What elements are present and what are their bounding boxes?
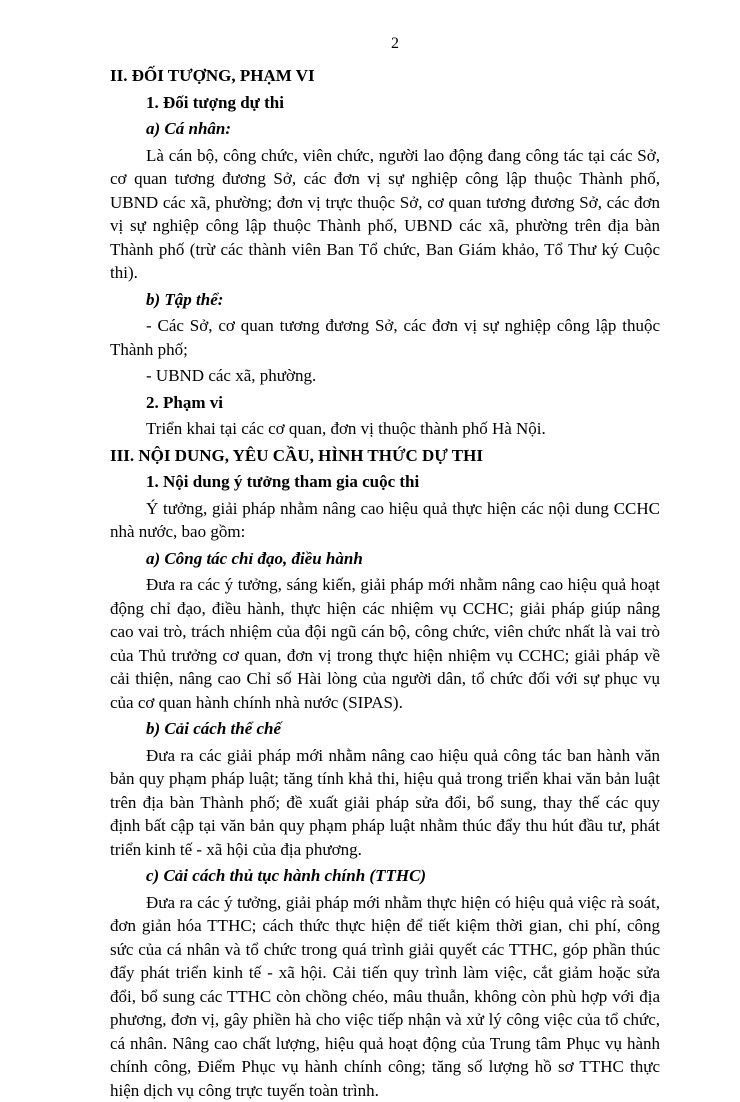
section-heading: b) Tập thể: — [110, 288, 660, 312]
paragraph: Là cán bộ, công chức, viên chức, người lao động đang công tác tại các Sở, cơ quan tương đương Sở, các đơn vị sự nghiệp công lập thuộc Thành phố, UBND các xã, phường; đơn vị trực thuộc Sở, cơ quan tương đương Sở, các đơn vị sự nghiệp công lập thuộc Thành phố, UBND các xã, phường trên địa bàn Thành phố (trừ các thành viên Ban Tổ chức, Ban Giám khảo, Tổ Thư ký Cuộc thi). — [110, 144, 660, 285]
document-body — [110, 64, 660, 1102]
section-heading: III. NỘI DUNG, YÊU CẦU, HÌNH THỨC DỰ THI — [110, 444, 660, 468]
paragraph: - Các Sở, cơ quan tương đương Sở, các đơn vị sự nghiệp công lập thuộc Thành phố; — [110, 314, 660, 361]
section-heading: a) Cá nhân: — [110, 117, 660, 141]
section-heading: c) Cải cách thủ tục hành chính (TTHC) — [110, 864, 660, 888]
section-heading: b) Cải cách thể chế — [110, 717, 660, 741]
paragraph: - UBND các xã, phường. — [110, 364, 660, 388]
section-heading: 2. Phạm vi — [110, 391, 660, 415]
paragraph: Đưa ra các ý tưởng, giải pháp mới nhằm thực hiện có hiệu quả việc rà soát, đơn giản hóa TTHC; cách thức thực hiện để tiết kiệm thời gian, chi phí, công sức của cá nhân và tổ chức trong quá trình giải quyết các TTHC, góp phần thúc đẩy phát triển kinh tế - xã hội. Cải tiến quy trình làm việc, cắt giảm hoặc sửa đổi, bổ sung các TTHC còn chồng chéo, mâu thuẫn, không còn phù hợp với địa phương, đơn vị, gây phiền hà cho việc tiếp nhận và xử lý công việc của tổ chức, cá nhân. Nâng cao chất lượng, hiệu quả hoạt động của Trung tâm Phục vụ hành chính công, Điểm Phục vụ hành chính công; tăng số lượng hồ sơ TTHC thực hiện dịch vụ công trực tuyến toàn trình. — [110, 891, 660, 1102]
paragraph: Đưa ra các ý tưởng, sáng kiến, giải pháp mới nhằm nâng cao hiệu quả hoạt động chỉ đạo, điều hành, thực hiện các nhiệm vụ CCHC; giải pháp giúp nâng cao vai trò, trách nhiệm của đội ngũ cán bộ, công chức, viên chức nhất là vai trò của Thủ trưởng cơ quan, đơn vị trong thực hiện nhiệm vụ CCHC; giải pháp về cải thiện, nâng cao Chỉ số Hài lòng của người dân, tổ chức đối với sự phục vụ của cơ quan hành chính nhà nước (SIPAS). — [110, 573, 660, 714]
paragraph: Đưa ra các giải pháp mới nhằm nâng cao hiệu quả công tác ban hành văn bản quy phạm pháp luật; tăng tính khả thi, hiệu quả trong triển khai văn bản luật trên địa bàn Thành phố; đề xuất giải pháp sửa đổi, bổ sung, thay thế các quy định bất cập tại văn bản quy phạm pháp luật nhằm thúc đẩy thu hút đầu tư, phát triển kinh tế - xã hội của địa phương. — [110, 744, 660, 862]
section-heading: a) Công tác chỉ đạo, điều hành — [110, 547, 660, 571]
page-number: 2 — [110, 34, 660, 54]
section-heading: 1. Đối tượng dự thi — [110, 91, 660, 115]
section-heading: 1. Nội dung ý tưởng tham gia cuộc thi — [110, 470, 660, 494]
paragraph: Ý tưởng, giải pháp nhằm nâng cao hiệu quả thực hiện các nội dung CCHC nhà nước, bao gồm: — [110, 497, 660, 544]
section-heading: II. ĐỐI TƯỢNG, PHẠM VI — [110, 64, 660, 88]
paragraph: Triển khai tại các cơ quan, đơn vị thuộc thành phố Hà Nội. — [110, 417, 660, 441]
